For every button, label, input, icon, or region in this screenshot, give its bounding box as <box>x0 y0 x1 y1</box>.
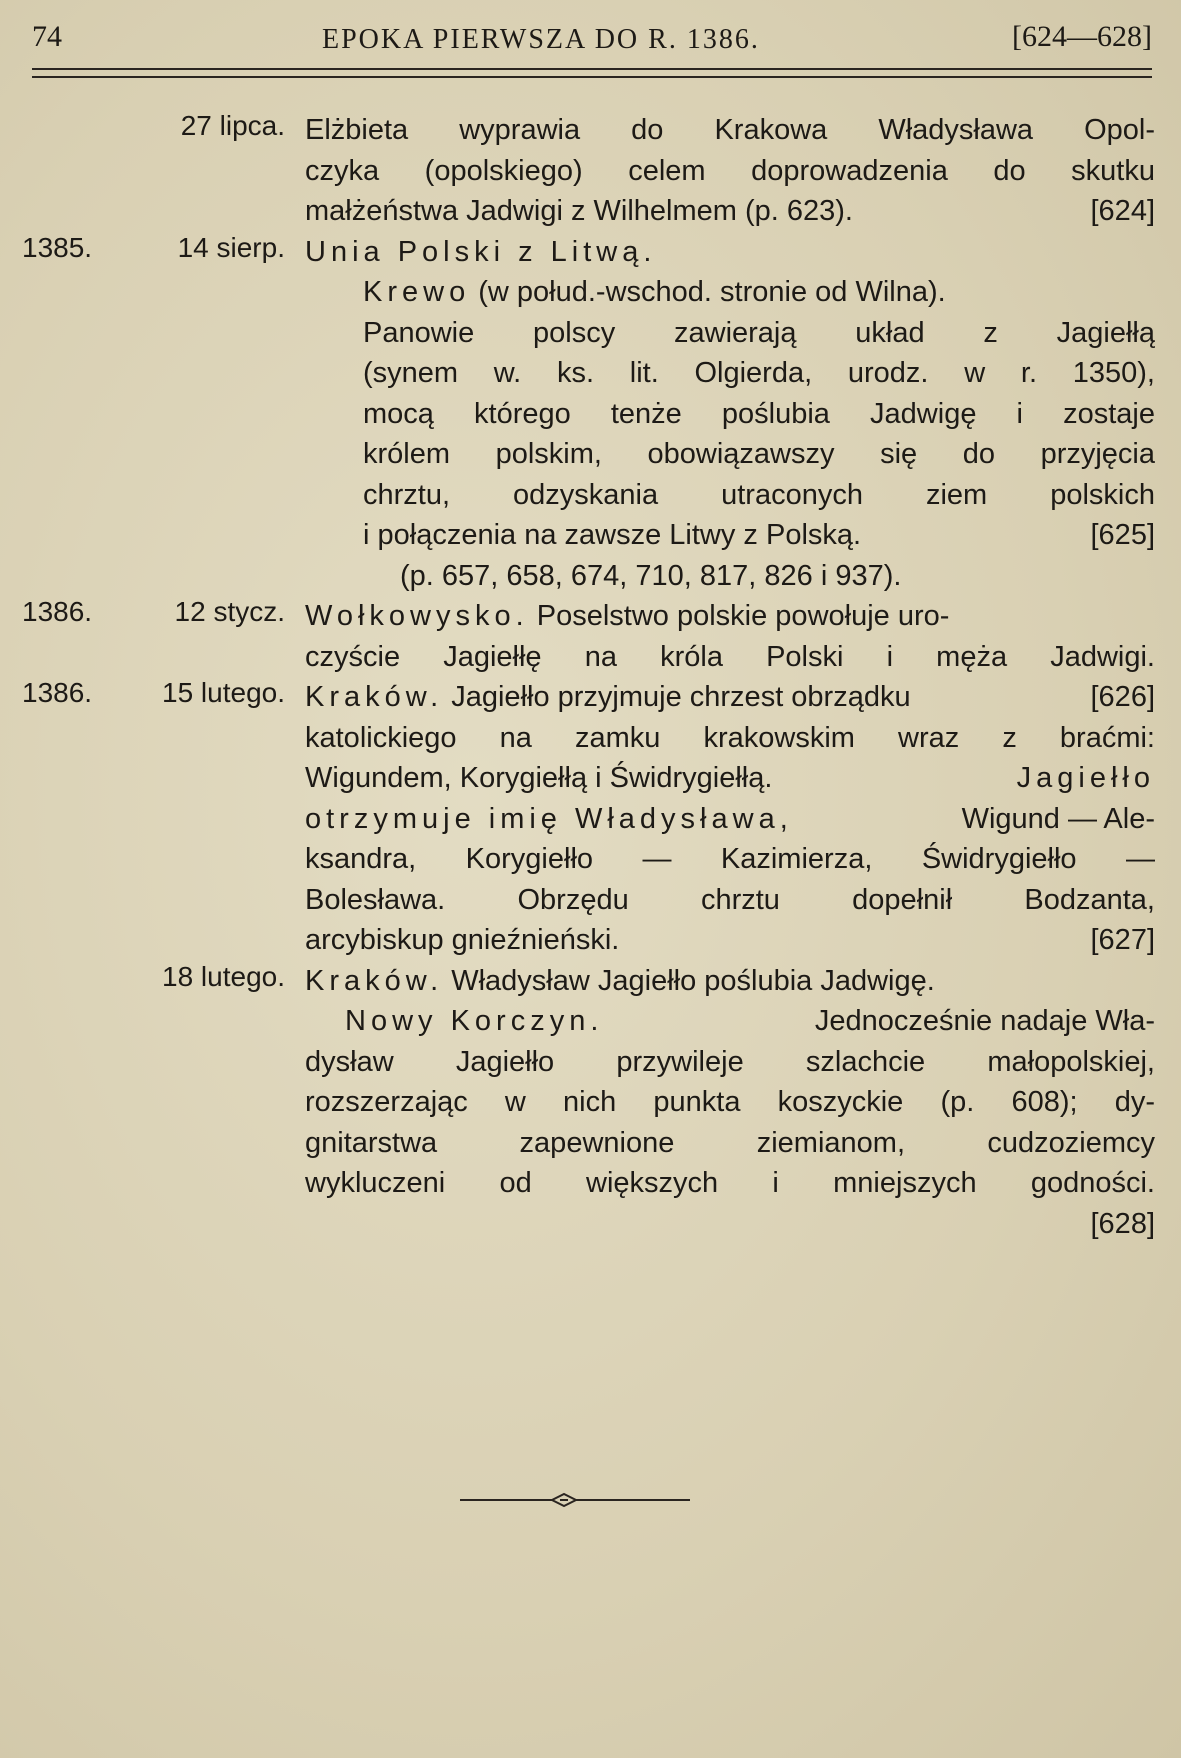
entry-ref: [626] <box>1090 681 1155 713</box>
text-line: Elżbieta wyprawia do Krakowa Władysława Opol- <box>305 114 1155 146</box>
text-line: dysław Jagiełło przywileje szlachcie małopolskiej, <box>305 1045 1155 1078</box>
text-line <box>305 920 1155 961</box>
text-line: (synem w. ks. lit. Olgierda, urodz. w r. 1350), <box>363 357 1155 389</box>
date-label: 12 stycz. <box>174 596 285 627</box>
running-head: EPOKA PIERWSZA DO R. 1386. <box>322 24 760 55</box>
place-name: Nowy Korczyn. <box>345 1005 604 1037</box>
text-line-content: i połączenia na zawsze Litwy z Polską. <box>363 519 862 551</box>
text-line: chrztu, odzyskania utraconych ziem polskich <box>363 478 1155 511</box>
section-end-ornament <box>460 1490 690 1510</box>
entry-ref: [625] <box>1090 519 1155 551</box>
entry-date <box>0 232 285 264</box>
text-line-content: małżeństwa Jadwigi z Wilhelmem (p. 623). <box>305 195 853 227</box>
text-line <box>305 191 1155 232</box>
place-name: Kraków. <box>305 681 444 713</box>
entry-ref: [628] <box>1090 1207 1155 1240</box>
text-line: katolickiego na zamku krakowskim wraz z braćmi: <box>305 721 1155 754</box>
page-number: 74 <box>32 20 62 53</box>
text-line: rozszerzając w nich punkta koszyckie (p. 608); dy- <box>305 1086 1155 1118</box>
entry-628 <box>0 960 1181 1240</box>
page-header <box>32 14 1152 64</box>
cross-reference: (p. 657, 658, 674, 710, 817, 826 i 937). <box>400 559 902 592</box>
place-name: Wołkowysko. <box>305 600 529 632</box>
text-line: Bolesława. Obrzędu chrztu dopełnił Bodzanta, <box>305 883 1155 916</box>
entry-heading: Unia Polski z Litwą. <box>305 235 657 268</box>
entry-text <box>305 677 1155 961</box>
entry-624 <box>0 110 1181 232</box>
text-line <box>305 596 1155 637</box>
emphasis-text: Jagiełło <box>1016 762 1155 794</box>
year-label: 1385. <box>22 231 93 263</box>
place-name: Krewo <box>363 276 471 308</box>
text-line: czyście Jagiełłę na króla Polski i męża Jadwigi. <box>305 640 1155 673</box>
entry-text <box>305 961 1155 1240</box>
date-label: 15 lutego. <box>162 677 285 708</box>
text-line: Panowie polscy zawierają układ z Jagiełłą <box>363 316 1155 349</box>
text-line <box>305 961 1155 1002</box>
text-line: gnitarstwa zapewnione ziemianom, cudzoziemcy <box>305 1126 1155 1159</box>
text-line: ksandra, Korygiełło — Kazimierza, Świdrygiełło — <box>305 843 1155 875</box>
text-line <box>305 677 1155 718</box>
text-line-content: Wigund — Ale- <box>961 802 1155 835</box>
year-label: 1386. <box>22 677 93 708</box>
entry-625 <box>0 232 1181 597</box>
ornament-rule-icon <box>460 1490 690 1510</box>
text-line-content: Władysław Jagiełło poślubia Jadwigę. <box>451 964 935 997</box>
entry-date <box>0 961 285 993</box>
text-line-content: Jednocześnie nadaje Wła- <box>814 1005 1155 1037</box>
place-name: Kraków. <box>305 964 444 997</box>
date-label: 14 sierp. <box>177 231 285 263</box>
entry-date <box>0 596 285 628</box>
text-line-content: Poselstwo polskie powołuje uro- <box>536 600 950 632</box>
text-line-content: Jagiełło przyjmuje chrzest obrządku <box>451 681 911 713</box>
entry-ref: [627] <box>1090 924 1155 956</box>
text-line <box>305 758 1155 799</box>
text-line-content: (w połud.-wschod. stronie od Wilna). <box>478 276 946 308</box>
text-line: mocą którego tenże poślubia Jadwigę i zostaje <box>363 397 1155 430</box>
text-line: wykluczeni od większych i mniejszych godności. <box>305 1167 1155 1199</box>
date-label: 27 lipca. <box>180 110 285 141</box>
entry-627 <box>0 677 1181 961</box>
text-line-content: Wigundem, Korygiełłą i Świdrygiełłą. <box>305 762 773 794</box>
text-line-content: arcybiskup gnieźnieński. <box>305 924 620 956</box>
entry-range: [624—628] <box>1012 20 1152 53</box>
emphasis-text: otrzymuje imię Władysława, <box>305 802 793 835</box>
entry-date <box>0 677 285 709</box>
text-line <box>305 1001 1155 1042</box>
text-line <box>305 272 1155 313</box>
entry-date <box>0 110 285 142</box>
entry-text <box>305 110 1155 232</box>
chronology-body <box>0 110 1181 1244</box>
entry-text <box>305 232 1155 597</box>
entry-ref: [624] <box>1090 195 1155 227</box>
text-line: królem polskim, obowiązawszy się do przyjęcia <box>363 438 1155 470</box>
header-rule <box>32 68 1152 78</box>
text-line <box>305 515 1155 556</box>
date-label: 18 lutego. <box>162 960 285 992</box>
text-line: czyka (opolskiego) celem doprowadzenia do skutku <box>305 154 1155 187</box>
year-label: 1386. <box>22 596 93 627</box>
text-line <box>305 799 1155 840</box>
